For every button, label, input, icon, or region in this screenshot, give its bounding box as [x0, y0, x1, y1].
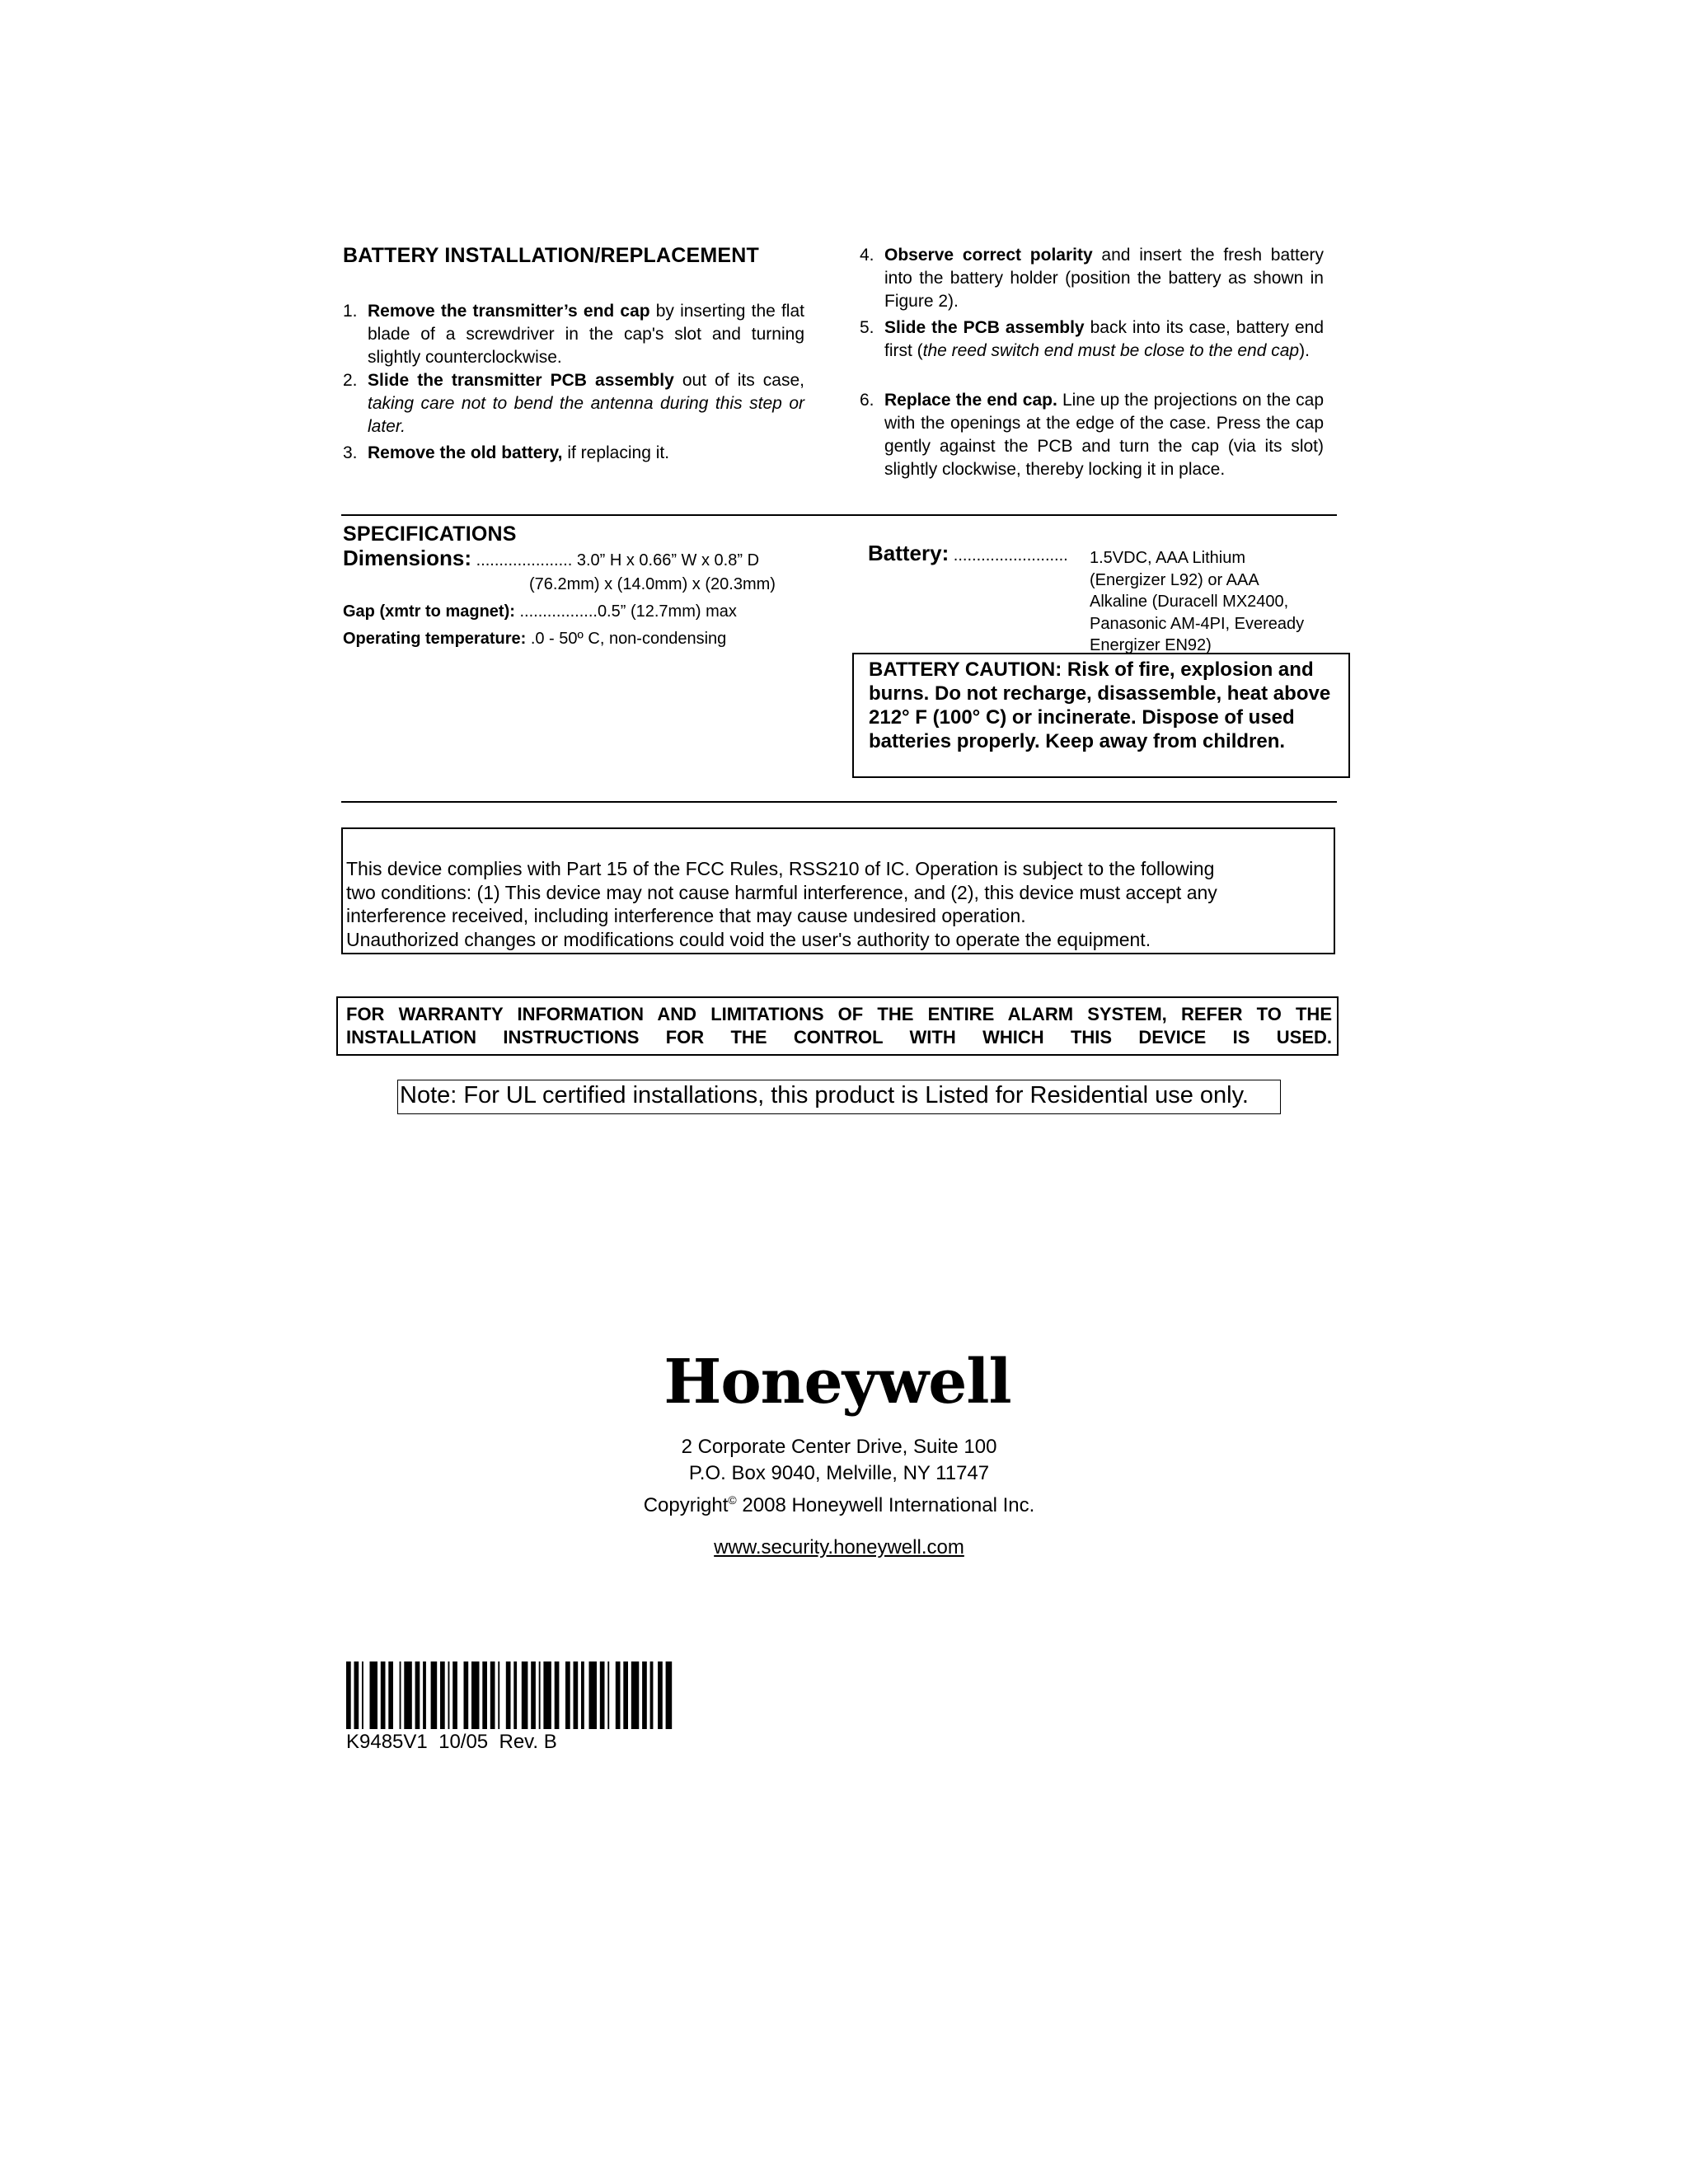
spec-value: 0.5” (12.7mm) max	[597, 602, 737, 621]
barcode-bar	[452, 1661, 457, 1729]
step-4	[860, 244, 1324, 313]
battery-line: (Energizer L92) or AAA	[1090, 570, 1259, 589]
fcc-notice-box	[341, 827, 1335, 954]
fcc-line: interference received, including interference that may cause undesired operation.	[346, 905, 1026, 926]
barcode-bar	[490, 1661, 495, 1729]
spec-label: Battery:	[868, 541, 950, 565]
barcode-bar	[415, 1661, 420, 1729]
spec-dots: .........................	[949, 546, 1068, 565]
barcode-bar	[565, 1661, 570, 1729]
barcode-bar	[600, 1661, 605, 1729]
barcode-bar	[631, 1661, 640, 1729]
step-bold: Slide the PCB assembly	[884, 318, 1085, 337]
barcode-bar	[650, 1661, 654, 1729]
barcode-bar	[589, 1661, 598, 1729]
step-text: by inserting the flat blade of a screwdriver in the cap's slot and turning slightly counterclockwise.	[368, 302, 804, 367]
spec-label: Operating temperature:	[343, 630, 527, 648]
battery-line: Energizer EN92)	[1090, 636, 1212, 654]
ul-note-box	[397, 1080, 1281, 1114]
spec-dots: .................	[514, 602, 598, 621]
barcode-bar	[362, 1661, 363, 1729]
copyright-word: Copyright	[643, 1494, 729, 1516]
spec-dimensions	[343, 547, 759, 572]
step-number: 5.	[860, 318, 874, 337]
barcode-bar	[666, 1661, 673, 1729]
step-bold: Remove the transmitter’s end cap	[368, 302, 650, 321]
website-link[interactable]: www.security.honeywell.com	[714, 1536, 964, 1558]
spec-dots: .....................	[471, 551, 573, 569]
barcode-bar	[423, 1661, 426, 1729]
fcc-line: two conditions: (1) This device may not cause harmful interference, and (2), this device must accept any	[346, 881, 1217, 903]
step-bold: Remove the old battery,	[368, 443, 563, 462]
barcode-bar	[471, 1661, 480, 1729]
barcode-bar	[440, 1661, 445, 1729]
step-bold: Observe correct polarity	[884, 246, 1093, 265]
barcode-bar	[448, 1661, 450, 1729]
barcode-bar	[464, 1661, 469, 1729]
step-text: and insert the fresh battery into the battery holder (position the battery as shown in Figure 2).	[884, 246, 1324, 311]
barcode-bar	[506, 1661, 511, 1729]
barcode-bar	[354, 1661, 359, 1729]
ul-note-text: Note: For UL certified installations, this product is Listed for Residential use only.	[400, 1082, 1249, 1108]
step-1	[343, 300, 804, 369]
spec-gap	[343, 601, 737, 623]
barcode-bar	[642, 1661, 647, 1729]
barcode-bar	[522, 1661, 528, 1729]
spec-dimensions-metric: (76.2mm) x (14.0mm) x (20.3mm)	[529, 575, 776, 593]
step-bold: Slide the transmitter PCB assembly	[368, 371, 674, 390]
battery-heading: BATTERY INSTALLATION/REPLACEMENT	[343, 244, 759, 267]
copyright-symbol: ©	[728, 1493, 737, 1507]
barcode-bar	[346, 1661, 351, 1729]
barcode-bar	[623, 1661, 628, 1729]
specs-heading: SPECIFICATIONS	[343, 523, 517, 546]
copyright-line	[0, 1487, 1678, 1519]
battery-line: 1.5VDC, AAA Lithium	[1090, 549, 1245, 567]
step-italic: taking care not to bend the antenna during this step or later.	[368, 394, 804, 436]
step-bold: Replace the end cap.	[884, 391, 1057, 410]
warranty-box	[336, 996, 1339, 1056]
step-number: 3.	[343, 443, 358, 462]
fcc-line: This device complies with Part 15 of the FCC Rules, RSS210 of IC. Operation is subject to the following	[346, 858, 1215, 879]
barcode-bar	[555, 1661, 560, 1729]
step-number: 4.	[860, 246, 874, 265]
honeywell-logo: Honeywell	[663, 1347, 1011, 1418]
spec-value: 3.0” H x 0.66” W x 0.8” D	[572, 551, 760, 569]
barcode-bar	[370, 1661, 378, 1729]
battery-line: Alkaline (Duracell MX2400,	[1090, 593, 1289, 611]
battery-line: Panasonic AM-4PI, Eveready	[1090, 614, 1305, 633]
warranty-text: FOR WARRANTY INFORMATION AND LIMITATIONS OF THE ENTIRE ALARM SYSTEM, REFER TO THE INSTALLATION INSTRUCTIONS FOR THE CONTROL WITH WHICH THIS DEVICE IS USED.	[346, 1004, 1332, 1047]
step-text: back into its case, battery end first (	[884, 318, 1324, 360]
spec-label: Gap (xmtr to magnet):	[343, 602, 515, 621]
barcode-bar	[607, 1661, 609, 1729]
step-text: out of its case,	[673, 371, 804, 390]
barcode-bar	[616, 1661, 621, 1729]
fcc-line: Unauthorized changes or modifications could void the user's authority to operate the equipment.	[346, 928, 1151, 950]
barcode-bar	[498, 1661, 499, 1729]
barcode-bar	[388, 1661, 393, 1729]
barcode-bar	[381, 1661, 386, 1729]
step-6	[860, 389, 1324, 481]
step-number: 6.	[860, 391, 874, 410]
copyright-text: 2008 Honeywell International Inc.	[736, 1494, 1035, 1516]
barcode-bar	[539, 1661, 541, 1729]
spec-battery-value	[1090, 547, 1304, 657]
barcode-bar	[482, 1661, 487, 1729]
step-number: 2.	[343, 371, 358, 390]
step-text: Line up the projections on the cap with the openings at the edge of the case. Press the cap gently against the PCB and turn the cap (via its slot) slightly clockwise, thereby locking it in place.	[884, 391, 1324, 479]
step-italic: the reed switch end must be close to the end cap	[922, 341, 1300, 360]
spec-label: Dimensions:	[343, 546, 472, 570]
barcode-bar	[658, 1661, 663, 1729]
step-5	[860, 316, 1324, 363]
barcode-bar	[574, 1661, 579, 1729]
step-text: if replacing it.	[562, 443, 670, 462]
step-3	[343, 442, 804, 465]
spec-value: .0 - 50º C, non-condensing	[526, 630, 727, 648]
step-number: 1.	[343, 302, 358, 321]
barcode-bar	[581, 1661, 584, 1729]
battery-caution-box	[852, 653, 1350, 778]
barcode-bar	[531, 1661, 536, 1729]
spec-temperature	[343, 628, 726, 650]
address-line-1: 2 Corporate Center Drive, Suite 100	[681, 1436, 997, 1458]
barcode-bar	[513, 1661, 517, 1729]
step-2	[343, 369, 804, 438]
spec-battery	[868, 542, 1068, 567]
barcode-bar	[543, 1661, 551, 1729]
battery-caution-text: BATTERY CAUTION: Risk of fire, explosion and burns. Do not recharge, disassemble, heat above 212° F (100° C) or incinerate. Dispose of used batteries properly. Keep away from children.	[869, 658, 1331, 752]
barcode-bar	[404, 1661, 412, 1729]
barcode-bar	[400, 1661, 401, 1729]
address-line-2: P.O. Box 9040, Melville, NY 11747	[688, 1462, 990, 1484]
barcode	[346, 1661, 712, 1729]
barcode-bar	[431, 1661, 438, 1729]
part-code: K9485V1 10/05 Rev. B	[346, 1731, 557, 1753]
divider-line	[341, 801, 1337, 803]
step-text: ).	[1299, 341, 1310, 360]
divider-line	[341, 514, 1337, 516]
